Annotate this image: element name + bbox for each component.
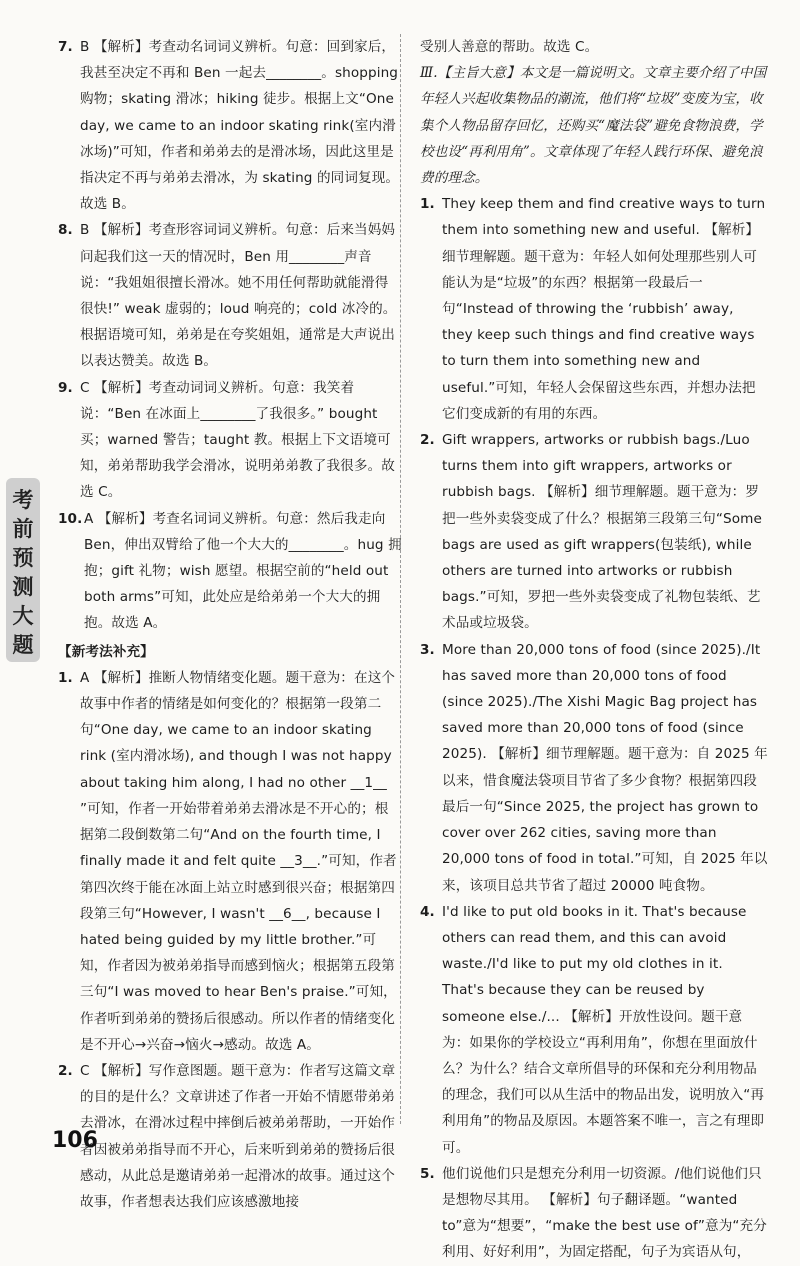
answer-item-supplement-1	[58, 665, 402, 1058]
item-number: 9.	[58, 379, 73, 396]
item-number: 1.	[58, 669, 73, 686]
item-number: 7.	[58, 39, 73, 55]
item-text: B 【解析】考查形容词词义辨析。句意：后来当妈妈问起我们这一天的情况时，Ben 用________声音说：“我姐姐很擅长滑冰。她不用任何帮助就能滑得很快!” weak 虚弱的；loud 响亮的；cold 冰冷的。根据语境可知，弟弟是在夸奖姐姐，通常是大声说出以表达赞美。故选 B。	[80, 222, 397, 370]
item-text: B 【解析】考查动名词词义辨析。句意：回到家后，我甚至决定不再和 Ben 一起去________。shopping 购物；skating 滑冰；hiking 徒步。根据上文“One day, we came to an indoor skating rink(室内滑冰场)”可知，作者和弟弟去的是滑冰场，因此这里是指决定不再与弟弟去滑冰，为 skating 的同词复现。故选 B。	[80, 39, 400, 213]
answer-item-r4	[420, 899, 768, 1161]
passage-summary: Ⅲ.【主旨大意】本文是一篇说明文。文章主要介绍了中国年轻人兴起收集物品的潮流，他们将“垃圾”变废为宝，收集个人物品留存回忆，还购买“魔法袋”避免食物浪费，学校也设“再利用角”。文章体现了年轻人践行环保、避免浪费的理念。	[420, 65, 767, 187]
item-number: 4.	[420, 903, 435, 920]
column-divider	[400, 34, 401, 1124]
item-text: A 【解析】考查名词词义辨析。句意：然后我走向 Ben，伸出双臂给了他一个大大的________。hug 拥抱；gift 礼物；wish 愿望。根据空前的“held out both arms”可知，此处应是给弟弟一个大大的拥抱。故选 A。	[84, 510, 402, 632]
item-text: A 【解析】推断人物情绪变化题。题干意为：在这个故事中作者的情绪是如何变化的？根据第一段第二句“One day, we came to an indoor skating rink (室内滑冰场), and though I was not happy about taking him along, I had no other __1__ ”可知，作者一开始带着弟弟去滑冰是不开心的；根据第二段倒数第二句“And on the fourth time, I finally made it and felt quite __3__.”可知，作者第四次终于能在冰面上站立时感到很兴奋；根据第四段第三句“However, I wasn't __6__, because I hated being guided by my little brother.”可知，作者因为被弟弟指导而感到恼火；根据第五段第三句“I was moved to hear Ben's praise.”可知，作者听到弟弟的赞扬后很感动。所以作者的情绪变化是不开心→兴奋→恼火→感动。故选 A。	[80, 669, 397, 1053]
side-tab-char: 测	[12, 575, 34, 599]
answer-item-r5	[420, 1161, 768, 1266]
side-tab-label	[6, 478, 40, 662]
section-heading-new-question-types: 【新考法补充】	[58, 643, 154, 660]
item-number: 10.	[58, 510, 83, 527]
item-text: C 【解析】考查动词词义辨析。句意：我笑着说：“Ben 在冰面上________了我很多。” bought 买；warned 警告；taught 教。根据上下文语境可知，弟弟帮助我学会滑冰，说明弟弟教了我很多。故选 C。	[80, 379, 395, 501]
answer-item-r1	[420, 191, 768, 427]
item-text: 他们说他们只是想充分利用一切资源。/他们说他们只是想物尽其用。 【解析】句子翻译题。“wanted to”意为“想要”，“make the best use of”意为“充分利用、好好利用”，为固定搭配，句子为宾语从句，	[442, 1165, 767, 1261]
side-tab-char: 预	[12, 546, 34, 570]
item-text: I'd like to put old books in it. That's because others can read them, and this can avoid waste./I'd like to put my old clothes in it. That's because they can be reused by someone else./... 【解析】开放性设问。题干意为：如果你的学校设立“再利用角”，你想在里面放什么？为什么？结合文章所倡导的环保和充分利用物品的理念，我们可以从生活中的物品出发，说明放入“再利用角”的物品及原因。本题答案不唯一，言之有理即可。	[442, 903, 765, 1156]
item-number: 2.	[420, 432, 435, 449]
answer-item-r3	[420, 637, 768, 899]
left-column	[58, 34, 402, 1215]
answer-item-supplement-2	[58, 1058, 402, 1215]
page-number: 106	[52, 1128, 98, 1153]
item-text: They keep them and find creative ways to turn them into something new and useful. 【解析】细节理解题。题干意为：年轻人如何处理那些别人可能认为是“垃圾”的东西？根据第一段最后一句“Instead of throwing the ‘rubbish’ away, they keep such things and find creative ways to turn them into something new and useful.”可知，年轻人会保留这些东西，并想办法把它们变成新的有用的东西。	[442, 196, 766, 422]
right-column	[420, 34, 768, 1266]
side-tab-char: 大	[12, 604, 34, 628]
item-number: 2.	[58, 1062, 73, 1079]
item-number: 1.	[420, 196, 435, 213]
item-text: Gift wrappers, artworks or rubbish bags./Luo turns them into gift wrappers, artworks or rubbish bags. 【解析】细节理解题。题干意为：罗把一些外卖袋变成了什么？根据第三段第三句“Some bags are used as gift wrappers(包装纸), while others are turned into artworks or rubbish bags.”可知，罗把一些外卖袋变成了礼物包装纸、艺术品或垃圾袋。	[442, 432, 762, 632]
answer-item-r2	[420, 427, 768, 637]
side-tab-char: 前	[12, 517, 34, 541]
item-number: 3.	[420, 641, 435, 658]
answer-item-8	[58, 217, 402, 374]
answer-item-10	[58, 506, 402, 637]
answer-item-7	[58, 34, 402, 217]
item-number: 5.	[420, 1165, 435, 1182]
side-tab-char: 题	[12, 633, 34, 657]
item-text: C 【解析】写作意图题。题干意为：作者写这篇文章的目的是什么？文章讲述了作者一开始不情愿带弟弟去滑冰，在滑冰过程中摔倒后被弟弟帮助，一开始作者因被弟弟指导而不开心，后来听到弟弟的赞扬后很感动，从此总是邀请弟弟一起滑冰的故事。通过这个故事，作者想表达我们应该感激地接	[80, 1062, 396, 1210]
item-number: 8.	[58, 222, 73, 239]
continuation-text: 受别人善意的帮助。故选 C。	[420, 39, 599, 55]
side-tab-char: 考	[12, 488, 34, 512]
item-text: More than 20,000 tons of food (since 2025)./It has saved more than 20,000 tons of food (since 2025)./The Xishi Magic Bag project has saved more than 20,000 tons of food (since 2025). 【解析】细节理解题。题干意为：自 2025 年以来，惜食魔法袋项目节省了多少食物？根据第四段最后一句“Since 2025, the project has grown to cover over 262 cities, saving more than 20,000 tons of food in total.”可知，自 2025 年以来，该项目总共节省了超过 20000 吨食物。	[442, 641, 768, 894]
answer-item-9	[58, 375, 402, 506]
